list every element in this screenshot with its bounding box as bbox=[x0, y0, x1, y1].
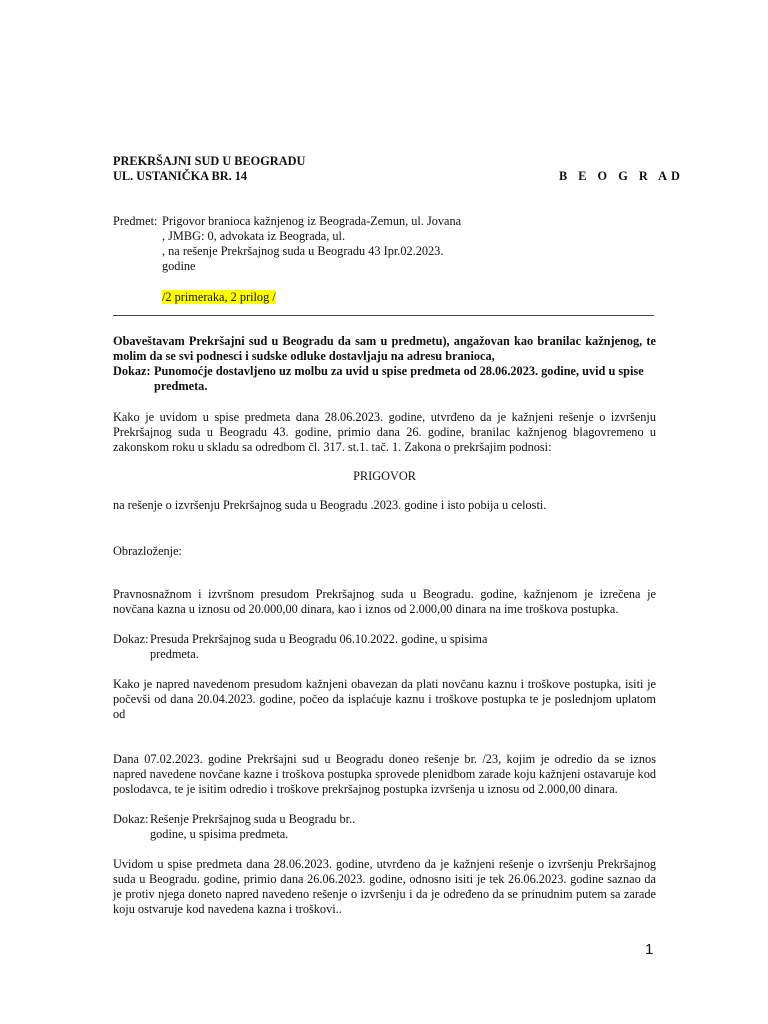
court-city-spaced: B E O G R A bbox=[559, 169, 671, 183]
paragraph-4: Uvidom u spise predmeta dana 28.06.2023. godine, utvrđeno da je kažnjeni rešenje o izvršenju Prekršajnog suda u Beogradu. godine, primio dana 26.06.2023. godine, odnosno isiti je tek 26.06.2023. godine saznao da je protiv njega doneto napred navedeno rešenje o izvršenju i da je određeno da se prinudnim putem sa zarade koju ostvaruje kod navedena kazna i troškovi.. bbox=[113, 857, 656, 916]
subject-label: Predmet: bbox=[113, 214, 158, 228]
subject-line: godine bbox=[162, 259, 196, 273]
proof-2-label: Dokaz: bbox=[113, 812, 149, 826]
subject-text bbox=[162, 214, 657, 274]
proof-2-line: Rešenje Prekršajnog suda u Beogradu br.. bbox=[150, 812, 356, 826]
court-city-last: D bbox=[671, 169, 680, 183]
notice-proof-line: predmeta. bbox=[154, 379, 208, 393]
notice-proof-label: Dokaz: bbox=[113, 364, 151, 378]
court-name: PREKRŠAJNI SUD U BEOGRADU bbox=[113, 154, 306, 168]
subject-line: , JMBG: 0, advokata iz Beograda, ul. bbox=[162, 229, 346, 243]
subject-line: , na rešenje Prekršajnog suda u Beogradu 43 Ipr.02.2023. bbox=[162, 244, 444, 258]
copies-note bbox=[162, 290, 276, 305]
attorney-notice: Obaveštavam Prekršajni sud u Beogradu da sam u predmetu), angažovan kao branilac kažnjenog, te molim da se svi podnesci i sudske odluke dostavljaju na adresu branioca, bbox=[113, 334, 656, 363]
paragraph-2: Kako je napred navedenom presudom kažnjeni obavezan da plati novčanu kaznu i troškove postupka, isiti je počevši od dana 20.04.2023. godine, počeo da isplaćuje kaznu i troškove postupka te je poslednjom uplatom od bbox=[113, 677, 656, 721]
proof-1-text bbox=[150, 632, 655, 662]
proof-1-line: Presuda Prekršajnog suda u Beogradu 06.10.2022. godine, u spisima bbox=[150, 632, 488, 646]
paragraph-1: Pravnosnažnom i izvršnom presudom Prekršajnog suda u Beogradu. godine, kažnjenom je izrečena je novčana kazna u iznosu od 20.000,00 dinara, kao i iznos od 2.000,00 dinara na ime troškova postupka. bbox=[113, 587, 656, 616]
proof-1-label: Dokaz: bbox=[113, 632, 149, 646]
divider-line bbox=[113, 315, 654, 316]
notice-proof-text bbox=[154, 364, 656, 394]
document-title: PRIGOVOR bbox=[353, 469, 416, 483]
reasoning-heading: Obrazloženje: bbox=[113, 544, 182, 558]
proof-2-text bbox=[150, 812, 655, 842]
proof-2-line: godine, u spisima predmeta. bbox=[150, 827, 289, 841]
paragraph-3: Dana 07.02.2023. godine Prekršajni sud u Beogradu doneo rešenje br. /23, kojim je odredio da se iznos napred navedene novčane kazne i troškova postupka sprovede plenidbom zarade koju kažnjeni ostavaruje kod poslodavca, te je isitim odredio i troškove prekršajnog postupka izvršenja u iznosu od 2.000,00 dinara. bbox=[113, 752, 656, 796]
copies-highlight: /2 primeraka, 2 prilog / bbox=[162, 290, 276, 304]
court-address: UL. USTANIČKA BR. 14 bbox=[113, 169, 248, 183]
subject-line: Prigovor branioca kažnjenog iz Beograda-Zemun, ul. Jovana bbox=[162, 214, 462, 228]
intro-paragraph: Kako je uvidom u spise predmeta dana 28.06.2023. godine, utvrđeno da je kažnjeni rešenje o izvršenju Prekršajnog suda u Beogradu 43. godine, primio dana 26. godine, branilac kažnjenog blagovremeno u zakonskom roku u skladu sa odredbom čl. 317. st.1. tač. 1. Zakona o prekršajim podnosi: bbox=[113, 410, 656, 454]
proof-1-line: predmeta. bbox=[150, 647, 199, 661]
against-line: na rešenje o izvršenju Prekršajnog suda u Beogradu .2023. godine i isto pobija u celosti. bbox=[113, 498, 547, 512]
court-city bbox=[559, 169, 680, 184]
notice-proof-line: Punomoćje dostavljeno uz molbu za uvid u spise predmeta od 28.06.2023. godine, uvid u spise bbox=[154, 364, 644, 378]
page-number: 1 bbox=[645, 941, 654, 958]
